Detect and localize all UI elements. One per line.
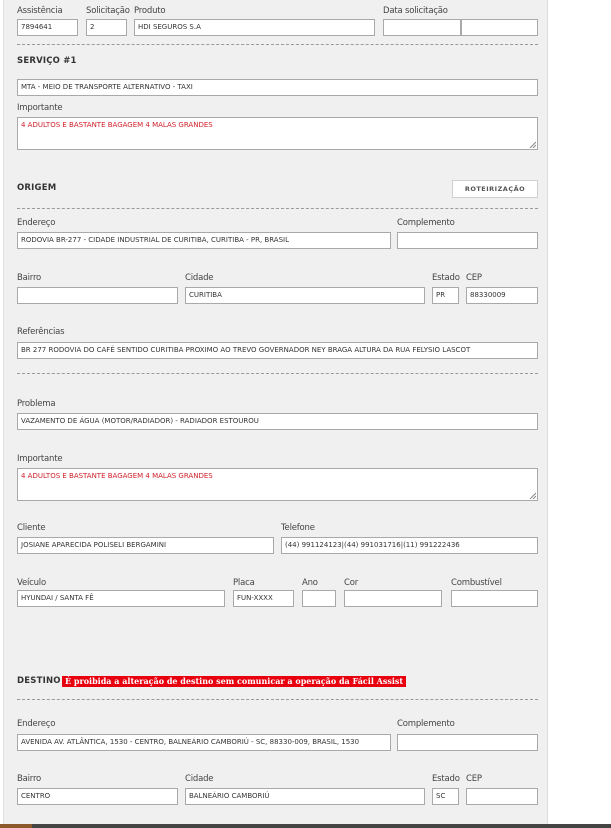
origem-title: ORIGEM: [17, 183, 57, 193]
combustivel-field[interactable]: [451, 590, 538, 607]
veiculo-field[interactable]: HYUNDAI / SANTA FÊ: [17, 590, 225, 607]
combustivel-label: Combustível: [451, 578, 502, 588]
destino-bairro-field[interactable]: CENTRO: [17, 788, 178, 805]
solicitacao-field[interactable]: 2: [86, 19, 127, 36]
assistencia-label: Assistência: [17, 6, 63, 16]
ano-label: Ano: [302, 578, 318, 588]
placa-field[interactable]: FUN-XXXX: [233, 590, 294, 607]
destino-cidade-label: Cidade: [185, 774, 214, 784]
cor-field[interactable]: [344, 590, 442, 607]
destino-complemento-label: Complemento: [397, 719, 455, 729]
bottom-bar: [0, 824, 611, 828]
servico-title: SERVIÇO #1: [17, 56, 77, 66]
servico-importante-label: Importante: [17, 103, 63, 113]
produto-label: Produto: [134, 6, 166, 16]
cor-label: Cor: [344, 578, 359, 588]
solicitacao-label: Solicitação: [86, 6, 130, 16]
problema-importante-textarea[interactable]: [17, 468, 538, 501]
destino-estado-label: Estado: [432, 774, 460, 784]
destino-warning-badge: É proibida a alteração de destino sem comunicar a operação da Fácil Assist: [62, 676, 406, 687]
divider: [17, 373, 538, 374]
servico-importante-text: 4 ADULTOS E BASTANTE BAGAGEM 4 MALAS GRANDES: [21, 121, 213, 129]
destino-bairro-label: Bairro: [17, 774, 42, 784]
destino-cidade-field[interactable]: BALNEÁRIO CAMBORIÚ: [185, 788, 425, 805]
cliente-label: Cliente: [17, 523, 46, 533]
origem-estado-field[interactable]: PR: [432, 287, 459, 304]
problema-importante-text: 4 ADULTOS E BASTANTE BAGAGEM 4 MALAS GRANDES: [21, 472, 213, 480]
problema-field[interactable]: VAZAMENTO DE ÁGUA (MOTOR/RADIADOR) - RADIADOR ESTOUROU: [17, 413, 538, 430]
divider: [17, 699, 538, 700]
telefone-field[interactable]: (44) 991124123|(44) 991031716|(11) 991222436: [281, 537, 538, 554]
problema-importante-label: Importante: [17, 454, 63, 464]
problema-label: Problema: [17, 399, 56, 409]
origem-cidade-field[interactable]: CURITIBA: [185, 287, 425, 304]
telefone-label: Telefone: [281, 523, 315, 533]
destino-endereco-label: Endereço: [17, 719, 56, 729]
origem-cep-field[interactable]: 88330009: [466, 287, 538, 304]
destino-title: DESTINO: [17, 676, 61, 686]
servico-importante-textarea[interactable]: [17, 117, 538, 150]
origem-bairro-label: Bairro: [17, 273, 42, 283]
origem-endereco-label: Endereço: [17, 218, 56, 228]
data-solicitacao-label: Data solicitação: [383, 6, 448, 16]
origem-referencias-field[interactable]: BR 277 RODOVIA DO CAFÉ SENTIDO CURITIBA PROXIMO AO TREVO GOVERNADOR NEY BRAGA ALTURA DA RUA FELYSIO LASCOT: [17, 342, 538, 359]
destino-complemento-field[interactable]: [397, 734, 538, 751]
destino-endereco-field[interactable]: AVENIDA AV. ATLÂNTICA, 1530 - CENTRO, BALNEÁRIO CAMBORIÚ - SC, 88330-009, BRASIL, 1530: [17, 734, 391, 751]
divider: [17, 44, 538, 45]
origem-bairro-field[interactable]: [17, 287, 178, 304]
produto-field[interactable]: HDI SEGUROS S.A: [134, 19, 375, 36]
servico-tipo-field[interactable]: MTA - MEIO DE TRANSPORTE ALTERNATIVO - TAXI: [17, 79, 538, 96]
destino-estado-field[interactable]: SC: [432, 788, 459, 805]
destino-cep-field[interactable]: [466, 788, 538, 805]
origem-referencias-label: Referências: [17, 327, 65, 337]
origem-estado-label: Estado: [432, 273, 460, 283]
assistencia-field[interactable]: 7894641: [17, 19, 78, 36]
origem-complemento-label: Complemento: [397, 218, 455, 228]
resize-grip-icon[interactable]: [529, 141, 536, 148]
resize-grip-icon[interactable]: [529, 492, 536, 499]
origem-cidade-label: Cidade: [185, 273, 214, 283]
origem-cep-label: CEP: [466, 273, 482, 283]
ano-field[interactable]: [302, 590, 336, 607]
origem-endereco-field[interactable]: RODOVIA BR-277 - CIDADE INDUSTRIAL DE CURITIBA, CURITIBA - PR, BRASIL: [17, 232, 391, 249]
veiculo-label: Veículo: [17, 578, 46, 588]
data-solicitacao-date-field[interactable]: [383, 19, 461, 36]
data-solicitacao-time-field[interactable]: [461, 19, 538, 36]
cliente-field[interactable]: JOSIANE APARECIDA POLISELI BERGAMINI: [17, 537, 274, 554]
destino-cep-label: CEP: [466, 774, 482, 784]
bottom-bar-accent: [0, 824, 32, 828]
divider: [17, 208, 538, 209]
placa-label: Placa: [233, 578, 255, 588]
origem-complemento-field[interactable]: [397, 232, 538, 249]
roteirizacao-button[interactable]: ROTEIRIZAÇÃO: [452, 180, 538, 198]
